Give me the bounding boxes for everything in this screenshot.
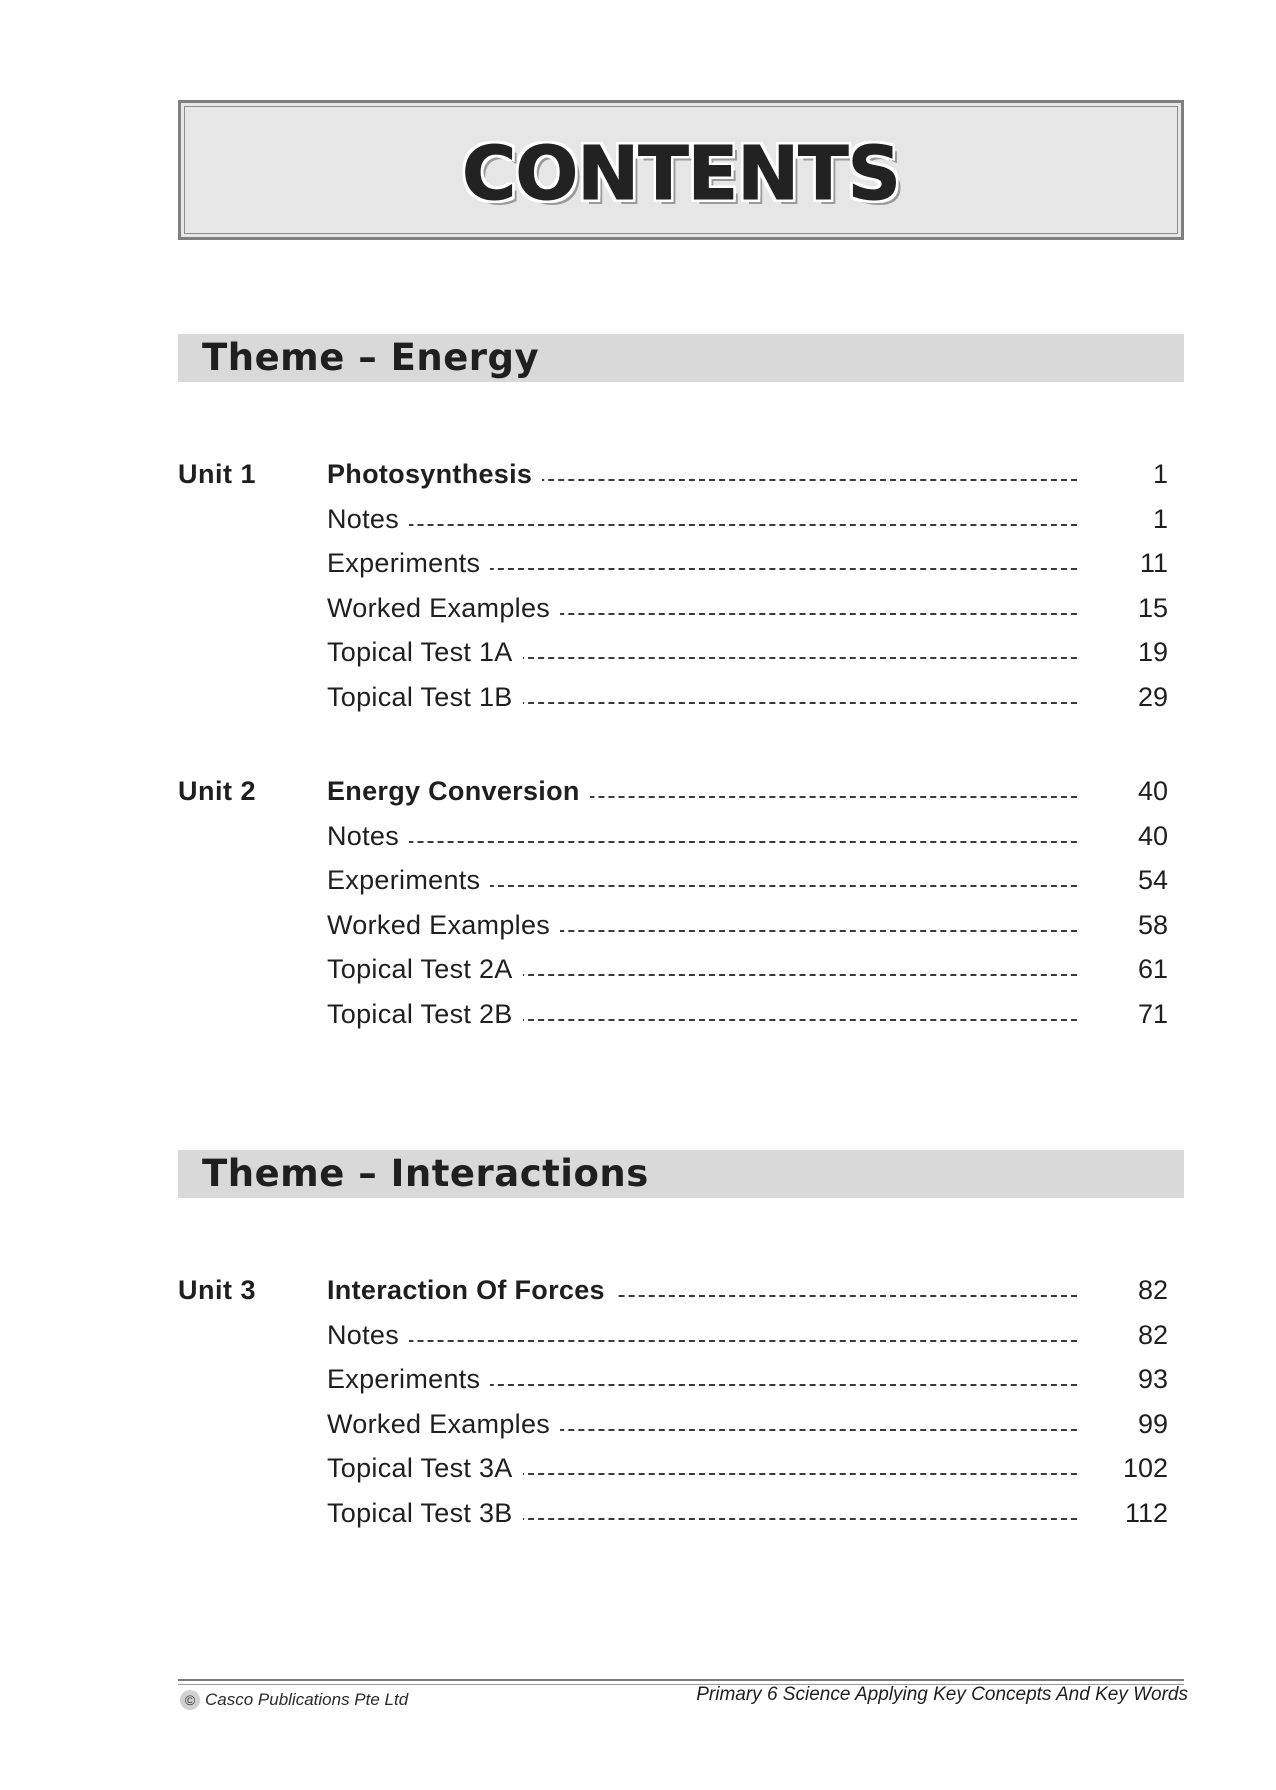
entry-title: Experiments — [327, 1357, 490, 1401]
toc-entry-experiments[interactable] — [327, 1357, 1184, 1402]
toc-entry-worked-examples[interactable] — [327, 586, 1184, 631]
entry-page-number: 82 — [1137, 1319, 1168, 1350]
unit-entries-list — [327, 769, 1184, 1037]
unit-label: Unit 3 — [178, 1275, 257, 1305]
entry-title: Topical Test 3A — [327, 1446, 523, 1490]
dot-leader — [327, 1340, 1077, 1342]
entry-title: Notes — [327, 497, 409, 541]
entry-page-number: 11 — [1139, 548, 1168, 579]
entry-page-number: 54 — [1137, 865, 1168, 896]
dot-leader — [327, 841, 1077, 843]
entry-page-number: 15 — [1137, 592, 1168, 623]
entry-title: Interaction Of Forces — [327, 1268, 615, 1312]
entry-title: Notes — [327, 814, 409, 858]
contents-title-box — [178, 100, 1184, 240]
book-title: Primary 6 Science Applying Key Concepts And Key Words — [696, 1684, 1188, 1705]
entry-page-number: 99 — [1137, 1408, 1168, 1439]
entry-page-number: 1 — [1152, 459, 1168, 489]
toc-entry-notes[interactable] — [327, 814, 1184, 859]
toc-entry-topical-test[interactable] — [327, 630, 1184, 675]
toc-entry-topical-test[interactable] — [327, 947, 1184, 992]
unit-label: Unit 2 — [178, 776, 257, 806]
unit-entries-list — [327, 1268, 1184, 1536]
toc-entry-interaction-of-forces[interactable] — [327, 1268, 1184, 1313]
toc-entry-topical-test[interactable] — [327, 675, 1184, 720]
entry-title: Photosynthesis — [327, 452, 542, 496]
entry-title: Experiments — [327, 541, 490, 585]
entry-page-number: 102 — [1122, 1453, 1168, 1484]
dot-leader — [327, 524, 1077, 526]
toc-entry-notes[interactable] — [327, 1313, 1184, 1358]
copyright-icon: © — [180, 1690, 200, 1710]
entry-page-number: 29 — [1137, 681, 1168, 712]
footer-copyright — [180, 1690, 408, 1710]
page-title: CONTENTS — [462, 131, 900, 217]
unit-entries-list — [327, 452, 1184, 720]
toc-entry-photosynthesis[interactable] — [327, 452, 1184, 497]
entry-title: Worked Examples — [327, 903, 560, 947]
entry-title: Notes — [327, 1313, 409, 1357]
entry-page-number: 1 — [1152, 503, 1168, 534]
toc-entry-topical-test[interactable] — [327, 1446, 1184, 1491]
toc-entry-experiments[interactable] — [327, 541, 1184, 586]
entry-title: Topical Test 1A — [327, 630, 523, 674]
toc-entry-topical-test[interactable] — [327, 992, 1184, 1037]
toc-entry-worked-examples[interactable] — [327, 1402, 1184, 1447]
entry-page-number: 58 — [1137, 909, 1168, 940]
publisher-name: Casco Publications Pte Ltd — [205, 1690, 409, 1709]
entry-title: Topical Test 1B — [327, 675, 523, 719]
theme-label: Theme – Energy — [202, 336, 540, 379]
entry-title: Worked Examples — [327, 1402, 560, 1446]
theme-header-energy — [178, 334, 1184, 382]
toc-entry-notes[interactable] — [327, 497, 1184, 542]
toc-entry-energy-conversion[interactable] — [327, 769, 1184, 814]
entry-page-number: 112 — [1124, 1497, 1168, 1528]
theme-header-interactions — [178, 1150, 1184, 1198]
toc-entry-topical-test[interactable] — [327, 1491, 1184, 1536]
toc-entry-experiments[interactable] — [327, 858, 1184, 903]
entry-title: Topical Test 3B — [327, 1491, 523, 1535]
entry-title: Worked Examples — [327, 586, 560, 630]
theme-label: Theme – Interactions — [202, 1152, 649, 1195]
footer-divider — [178, 1679, 1184, 1681]
toc-entry-worked-examples[interactable] — [327, 903, 1184, 948]
entry-title: Topical Test 2B — [327, 992, 523, 1036]
entry-page-number: 40 — [1137, 776, 1168, 806]
entry-title: Energy Conversion — [327, 769, 590, 813]
entry-page-number: 61 — [1137, 954, 1168, 985]
entry-page-number: 93 — [1137, 1364, 1168, 1395]
entry-title: Topical Test 2A — [327, 947, 523, 991]
entry-page-number: 71 — [1137, 998, 1168, 1029]
entry-page-number: 40 — [1137, 820, 1168, 851]
unit-label: Unit 1 — [178, 459, 257, 489]
entry-page-number: 19 — [1137, 637, 1168, 668]
entry-title: Experiments — [327, 858, 490, 902]
entry-page-number: 82 — [1137, 1275, 1168, 1305]
